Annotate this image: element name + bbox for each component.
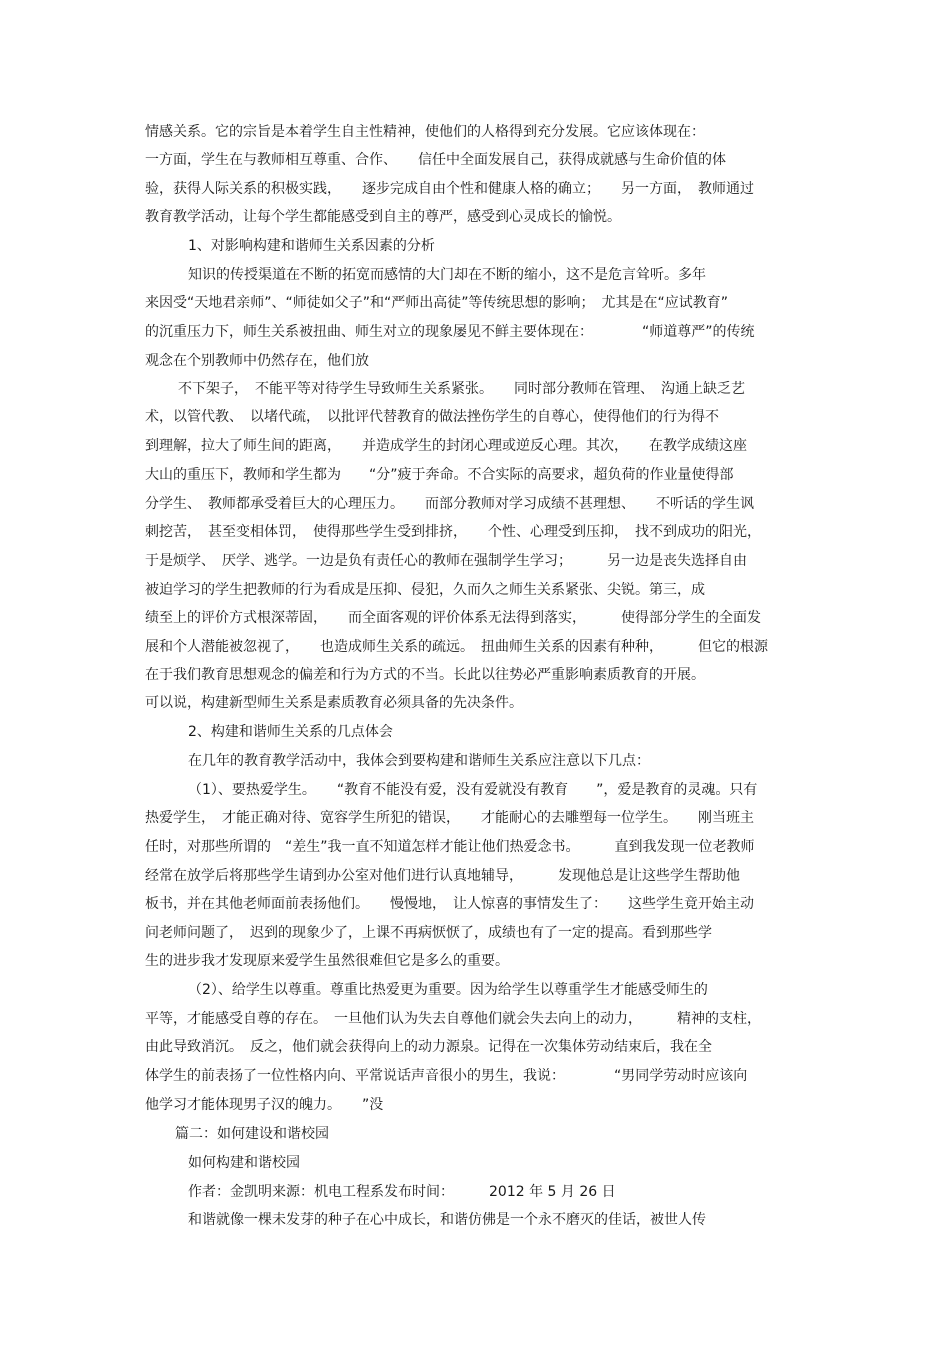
text-line: 由此导致消沉。 反之，他们就会获得向上的动力源泉。记得在一次集体劳动结束后，我在全 xyxy=(145,1039,712,1055)
text-line: 任时，对那些所谓的 “差生”我一直不知道怎样才能让他们热爱念书。 直到我发现一位老教师 xyxy=(145,839,755,855)
article-title: 如何构建和谐校园 xyxy=(188,1155,300,1171)
text-line: 于是烦学、 厌学、逃学。一边是负有责任心的教师在强制学生学习； 另一边是丧失选择自由 xyxy=(145,553,747,569)
text-line: 知识的传授渠道在不断的拓宽而感情的大门却在不断的缩小，这不是危言耸听。多年 xyxy=(188,267,706,283)
text-line: 板书，并在其他老师面前表扬他们。 慢慢地， 让人惊喜的事情发生了： 这些学生竟开始主动 xyxy=(145,896,754,912)
text-line: 不下架子， 不能平等对待学生导致师生关系紧张。 同时部分教师在管理、 沟通上缺乏艺 xyxy=(178,381,745,397)
text-line: 观念在个别教师中仍然存在，他们放 xyxy=(145,353,369,369)
text-line: 被迫学习的学生把教师的行为看成是压抑、侵犯，久而久之师生关系紧张、尖锐。第三，成 xyxy=(145,582,705,598)
text-line: 情感关系。它的宗旨是本着学生自主性精神，使他们的人格得到充分发展。它应该体现在： xyxy=(145,124,705,140)
text-line: 在几年的教育教学活动中，我体会到要构建和谐师生关系应注意以下几点： xyxy=(188,753,650,769)
text-line: （1）、要热爱学生。 “教育不能没有爱，没有爱就没有教育 ”，爱是教育的灵魂。只有 xyxy=(188,782,758,798)
text-line: 体学生的前表扬了一位性格内向、平常说话声音很小的男生，我说： “男同学劳动时应该向 xyxy=(145,1068,748,1084)
text-line: 教育教学活动，让每个学生都能感受到自主的尊严，感受到心灵成长的愉悦。 xyxy=(145,209,621,225)
article-byline: 作者：金凯明来源：机电工程系发布时间： 2012 年 5 月 26 日 xyxy=(188,1184,616,1200)
text-line: 问老师问题了， 迟到的现象少了，上课不再病恹恹了，成绩也有了一定的提高。看到那些学 xyxy=(145,925,712,941)
text-line: 可以说，构建新型师生关系是素质教育必须具备的先决条件。 xyxy=(145,695,523,711)
text-line: 来因受“天地君亲师”、“师徒如父子”和“严师出高徒”等传统思想的影响； 尤其是在“应试教育” xyxy=(145,295,729,311)
text-line: （2）、给学生以尊重。尊重比热爱更为重要。因为给学生以尊重学生才能感受师生的 xyxy=(188,982,708,998)
text-line: 平等，才能感受自尊的存在。 一旦他们认为失去自尊他们就会失去向上的动力， 精神的支柱， xyxy=(145,1011,761,1027)
text-line: 热爱学生， 才能正确对待、宽容学生所犯的错误， 才能耐心的去雕塑每一位学生。 刚当班主 xyxy=(145,810,754,826)
text-line: 分学生、 教师都承受着巨大的心理压力。 而部分教师对学习成绩不甚理想、 不听话的学生讽 xyxy=(145,496,754,512)
text-line: 绩至上的评价方式根深蒂固， 而全面客观的评价体系无法得到落实， 使得部分学生的全面发 xyxy=(145,610,761,626)
text-line: 展和个人潜能被忽视了， 也造成师生关系的疏远。 扭曲师生关系的因素有种种， 但它的根源 xyxy=(145,639,768,655)
text-line: 到理解，拉大了师生间的距离， 并造成学生的封闭心理或逆反心理。其次， 在教学成绩这座 xyxy=(145,438,747,454)
chapter-heading: 篇二：如何建设和谐校园 xyxy=(175,1126,329,1142)
text-line: 在于我们教育思想观念的偏差和行为方式的不当。长此以往势必严重影响素质教育的开展。 xyxy=(145,667,705,683)
text-line: 大山的重压下，教师和学生都为 “分”疲于奔命。不合实际的高要求，超负荷的作业量使得部 xyxy=(145,467,734,483)
text-line: 验，获得人际关系的积极实践， 逐步完成自由个性和健康人格的确立； 另一方面， 教师通过 xyxy=(145,181,754,197)
section-heading: 2、构建和谐师生关系的几点体会 xyxy=(188,724,393,740)
text-line: 他学习才能体现男子汉的魄力。 ”没 xyxy=(145,1097,384,1113)
text-line: 术，以管代教、 以堵代疏， 以批评代替教育的做法挫伤学生的自尊心，使得他们的行为得不 xyxy=(145,409,719,425)
text-line: 经常在放学后将那些学生请到办公室对他们进行认真地辅导， 发现他总是让这些学生帮助他 xyxy=(145,868,740,884)
text-line: 刺挖苦， 甚至变相体罚， 使得那些学生受到排挤， 个性、心理受到压抑， 找不到成功的阳光， xyxy=(145,524,761,540)
text-line: 生的进步我才发现原来爱学生虽然很难但它是多么的重要。 xyxy=(145,953,509,969)
text-line: 和谐就像一棵未发芽的种子在心中成长，和谐仿佛是一个永不磨灭的佳话，被世人传 xyxy=(188,1212,706,1228)
text-line: 的沉重压力下，师生关系被扭曲、师生对立的现象屡见不鲜主要体现在： “师道尊严”的传统 xyxy=(145,324,755,340)
section-heading: 1、对影响构建和谐师生关系因素的分析 xyxy=(188,238,435,254)
text-line: 一方面，学生在与教师相互尊重、合作、 信任中全面发展自己，获得成就感与生命价值的体 xyxy=(145,152,726,168)
